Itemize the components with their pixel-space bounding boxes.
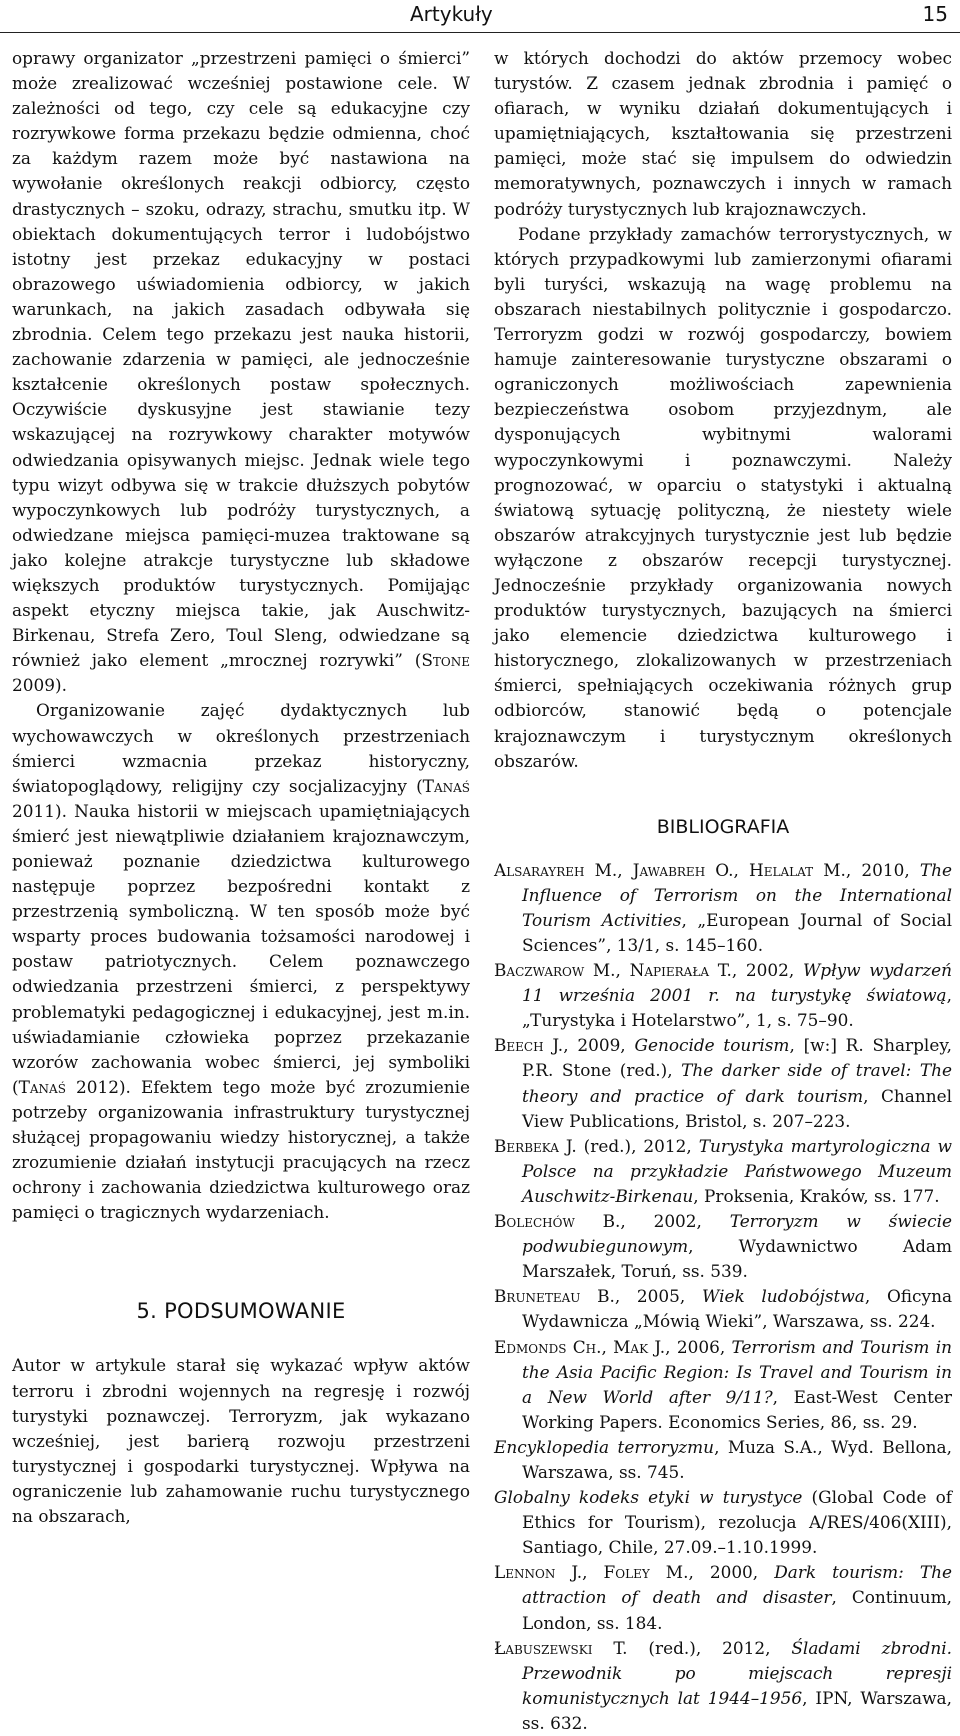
bibliography-entry xyxy=(494,1284,952,1334)
paragraph: Autor w artykule starał się wykazać wpływ aktów terroru i zbrodni wojennych na regresję i rozwój turystyki poznawczej. Terroryzm, jak wykazano wcześniej, jest barierą rozwoju przestrzeni turystycznej i gospodarki turystycznej. Wpływa na ograniczenie lub zahamowanie ruchu turystycznego na obszarach, xyxy=(12,1355,470,1526)
text-run: 2011). Nauka historii w miejscach upamiętniających śmierć jest niewątpliwie działaniem krajoznawczym, ponieważ poznanie dziedzictwa kulturowego następuje poprzez bezpośredni kontakt z przestrzenią symboliczną. W ten sposób może być wsparty proces budowania tożsamości narodowej i postaw patriotycznych. Celem poznawczego odwiedzania przestrzeni śmierci, z perspektywy problematyki pedagogicznej i edukacyjnej, jest m.in. uświadamianie człowieka poprzez przekazanie wzorów zachowania wobec śmierci, jej symboliki ( xyxy=(12,800,470,1097)
bibliography-entry xyxy=(494,958,952,1033)
bibliography-entry xyxy=(494,1335,952,1435)
reference-text: (red.), 2012, xyxy=(576,1135,699,1156)
reference-title: Śladami zbrodni. Przewodnik po miejscach represji komunistycznych lat 1944–1956 xyxy=(522,1637,952,1708)
bibliography-entry xyxy=(494,1485,952,1560)
reference-authors: Baczwarow M., Napierała T. xyxy=(494,960,732,981)
left-column xyxy=(12,46,470,1529)
citation-author: Stone xyxy=(421,650,470,671)
reference-text: , Channel View Publications, Bristol, s. 207–223. xyxy=(522,1085,952,1131)
reference-text: , Oficyna Wydawnicza „Mówią Wieki”, Warszawa, ss. 224. xyxy=(522,1286,953,1332)
paragraph xyxy=(12,46,470,698)
citation-author: Tanaś xyxy=(422,775,470,796)
reference-authors: Bruneteau B. xyxy=(494,1286,615,1307)
reference-title: Globalny kodeks etyki w turystyce xyxy=(494,1487,803,1508)
reference-title: Wpływ wydarzeń 11 września 2001 r. na turystykę światową xyxy=(522,960,952,1006)
reference-title: Terrorism and Tourism in the Asia Pacific Region: Is Travel and Tourism in a New World after 9/11? xyxy=(522,1336,952,1407)
text-run: 2009). xyxy=(12,675,67,696)
reference-text: , 2002, xyxy=(620,1211,730,1232)
reference-text: , 2010, xyxy=(845,859,920,880)
reference-text: , Proksenia, Kraków, ss. 177. xyxy=(693,1185,940,1206)
reference-text: , „European Journal of Social Sciences”, 13/1, s. 145–160. xyxy=(522,909,952,955)
bibliography-entry xyxy=(494,1209,952,1284)
reference-title: Genocide tourism xyxy=(634,1035,790,1056)
reference-authors: Alsarayreh M., Jawabreh O., Helalat M. xyxy=(494,859,846,880)
reference-text: (Global Code of Ethics for Tourism), rezolucja A/RES/406(XIII), Santiago, Chile, 27.09.–1.10.1999. xyxy=(522,1487,952,1558)
reference-text: , [w:] R. Sharpley, P.R. Stone (red.), xyxy=(522,1035,952,1081)
paragraph xyxy=(12,698,470,1225)
text-run: Organizowanie zajęć dydaktycznych lub wychowawczych w określonych przestrzeniach śmierci wzmacnia przekaz historyczny, światopoglądowy, religijny czy socjalizacyjny ( xyxy=(12,700,470,796)
header-section-name: Artykuły xyxy=(410,2,493,26)
reference-text: , Wydawnictwo Adam Marszałek, Toruń, ss. 539. xyxy=(522,1236,952,1282)
reference-title: Wiek ludobójstwa xyxy=(702,1286,865,1307)
bibliography-entry xyxy=(494,1636,952,1736)
reference-text: , IPN, Warszawa, ss. 632. xyxy=(522,1687,952,1733)
reference-authors: Beech J. xyxy=(494,1035,564,1056)
text-run: 2012). Efektem tego może być zrozumienie potrzeby organizowania infrastruktury turystycznej służącej propagowaniu wiedzy historycznej, a także zrozumienie działań instytucji pracujących na rzecz ochrony i zachowania dziedzictwa kulturowego oraz pamięci o tragicznych wydarzeniach. xyxy=(12,1076,470,1223)
bibliography-entry xyxy=(494,1435,952,1485)
text-run: oprawy organizator „przestrzeni pamięci o śmierci” może zrealizować wcześniej postawione cele. W zależności od tego, czy cele są edukacyjne czy rozrywkowe forma przekazu będzie odmienna, choć za każdym razem może być nastawiona na wywołanie określonych reakcji odbiorcy, często drastycznych – szoku, odrazy, strachu, smutku itp. W obiektach dokumentujących terror i ludobójstwo istotny jest przekaz edukacyjny w postaci obrazowego uświadomienia odbiorcy, w jakich warunkach, na jakich zasadach odbywała się zbrodnia. Celem tego przekazu jest nauka historii, zachowanie zdarzenia w pamięci, ale jednocześnie kształcenie określonych postaw społecznych. Oczywiście dyskusyjne jest stawianie tezy wskazującej na rozrywkowy charakter motywów odwiedzania opisywanych miejsc. Jednak wiele tego typu wizyt odbywa się w trakcie dłuższych pobytów wypoczynkowych lub podróży turystycznych, a odwiedzane miejsca pamięci-muzea traktowane są jako kolejne atrakcje turystyczne lub składowe większych produktów turystycznych. Pomijając aspekt etyczny miejsca takie, jak Auschwitz-Birkenau, Strefa Zero, Toul Sleng, odwiedzane są również jako element „mrocznej rozrywki” ( xyxy=(12,48,470,671)
running-header xyxy=(0,0,960,33)
bibliography-list xyxy=(494,858,952,1736)
reference-authors: Berbeka J. xyxy=(494,1135,577,1156)
bibliography-entry xyxy=(494,858,952,958)
page-number: 15 xyxy=(922,2,948,26)
reference-title: Dark tourism: The attraction of death and disaster xyxy=(522,1562,952,1608)
reference-authors: Lennon J., Foley M. xyxy=(494,1562,689,1583)
reference-title: Turystyka martyrologiczna w Polsce na przykładzie Państwowego Muzeum Auschwitz-Birkenau xyxy=(522,1135,952,1206)
reference-text: , 2002, xyxy=(731,960,803,981)
reference-title: Terroryzm w świecie podwubiegunowym xyxy=(522,1211,952,1257)
reference-authors: Łabuszewski T. xyxy=(494,1637,628,1658)
reference-title: The Influence of Terrorism on the International Tourism Activities xyxy=(522,859,952,930)
bibliography-entry xyxy=(494,1033,952,1133)
reference-text: , „Turystyka i Hotelarstwo”, 1, s. 75–90. xyxy=(522,985,952,1031)
right-column xyxy=(494,46,952,1736)
reference-text: , Muza S.A., Wyd. Bellona, Warszawa, ss. 745. xyxy=(522,1436,952,1482)
reference-authors: Bolechów B. xyxy=(494,1211,621,1232)
citation-author: Tanaś xyxy=(18,1076,66,1097)
reference-text: , 2005, xyxy=(614,1286,702,1307)
bibliography-entry xyxy=(494,1560,952,1635)
paragraph: Podane przykłady zamachów terrorystycznych, w których przypadkowymi lub zamierzonymi ofiarami byli turyści, wskazują na wagę problemu na obszarach niestabilnych politycznie i gospodarczo. Terroryzm godzi w rozwój gospodarczy, bowiem hamuje zainteresowanie turystyczne obszarami o ograniczonych możliwościach zapewnienia bezpieczeństwa osobom przyjezdnym, ale dysponujących wybitnymi walorami wypoczynkowymi i poznawczymi. Należy prognozować, w oparciu o statystyki i aktualną światową sytuację polityczną, że niestety wiele obszarów atrakcyjnych turystycznie jest lub będzie wyłączone z obszarów recepcji turystycznej. Jednocześnie przykłady organizowania nowych produktów turystycznych, bazujących na śmierci jako elemencie dziedzictwa kulturowego i historycznego, zlokalizowanych w przestrzeniach śmierci, spełniających oczekiwania różnych grup odbiorców, stanowić będą o potencjale krajoznawczym i turystycznym określonych obszarów. xyxy=(494,223,952,771)
reference-text: , East-West Center Working Papers. Economics Series, 86, ss. 29. xyxy=(522,1386,952,1432)
reference-title: The darker side of travel: The theory and practice of dark tourism xyxy=(522,1060,952,1106)
section-heading: 5. PODSUMOWANIE xyxy=(136,1299,346,1324)
reference-text: (red.), 2012, xyxy=(627,1637,792,1658)
reference-text: , Continuum, London, ss. 184. xyxy=(522,1587,953,1633)
reference-title: Encyklopedia terroryzmu xyxy=(494,1436,715,1457)
reference-text: , 2006, xyxy=(665,1336,732,1357)
reference-text: , 2000, xyxy=(688,1562,775,1583)
reference-text: , 2009, xyxy=(563,1035,635,1056)
paragraph: w których dochodzi do aktów przemocy wobec turystów. Z czasem jednak zbrodnia i pamięć o ofiarach, w wyniku działań dokumentujących i upamiętniających, kształtowania się przestrzeni pamięci, może stać się impulsem do odwiedzin memoratywnych, poznawczych i innych w ramach podróży turystycznych lub krajoznawczych. xyxy=(494,48,952,219)
bibliography-heading: BIBLIOGRAFIA xyxy=(656,815,790,838)
reference-authors: Edmonds Ch., Mak J. xyxy=(494,1336,666,1357)
bibliography-entry xyxy=(494,1134,952,1209)
